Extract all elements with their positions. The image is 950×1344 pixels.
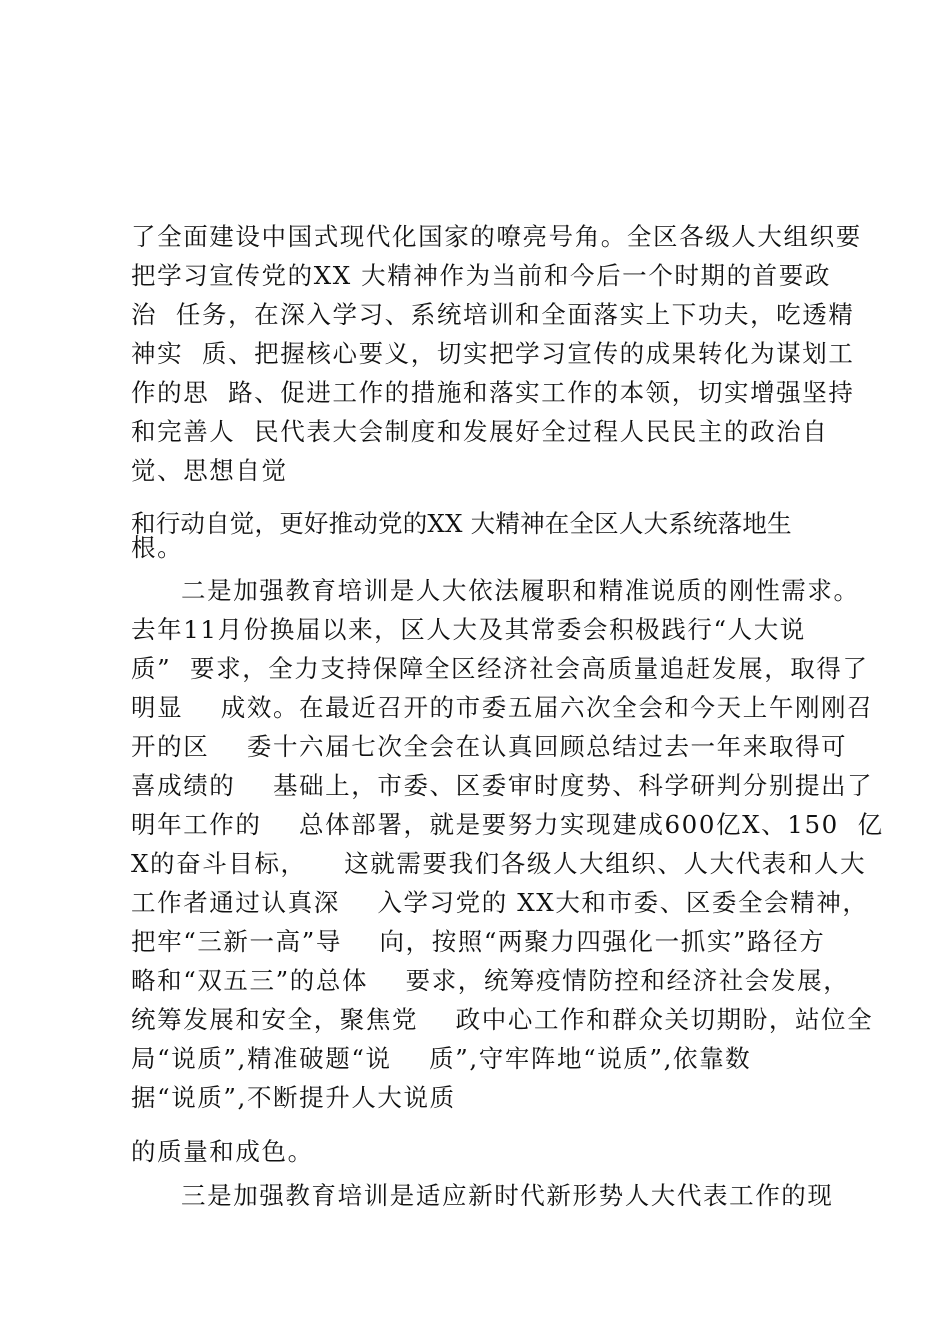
text-line: 神实 质、把握核心要义，切实把学习宣传的成果转化为谋划工 [131,339,855,368]
text-line: 明年工作的 总体部署，就是要努力实现建成600亿X、150 亿 [131,810,884,839]
text-line: 开的区 委十六届七次全会在认真回顾总结过去一年来取得可 [131,732,848,761]
text-line: 略和“双五三”的总体 要求，统筹疫情防控和经济社会发展， [131,966,850,995]
text-line: 和完善人 民代表大会制度和发展好全过程人民民主的政治自 [131,417,829,446]
text-line: 三是加强教育培训是适应新时代新形势人大代表工作的现 [181,1181,834,1210]
text-line: 工作者通过认真深 入学习党的 XX大和市委、区委全会精神， [131,888,869,917]
text-line: 质” 要求，全力支持保障全区经济社会高质量追赶发展，取得了 [131,654,869,683]
text-line: 把牢“三新一高”导 向，按照“两聚力四强化一抓实”路径方 [131,927,826,956]
text-line: 局“说质”,精准破题“说 质”,守牢阵地“说质”,依靠数 [131,1044,752,1073]
text-line: 的质量和成色。 [131,1137,314,1166]
text-line: 统筹发展和安全，聚焦党 政中心工作和群众关切期盼，站位全 [131,1005,874,1034]
text-line: X的奋斗目标， 这就需要我们各级人大组织、人大代表和人大 [131,849,867,878]
text-line: 作的思 路、促进工作的措施和落实工作的本领，切实增强坚持 [131,378,855,407]
text-line: 把学习宣传党的XX 大精神作为当前和今后一个时期的首要政 [131,261,831,290]
text-line: 根。 [131,533,184,562]
text-line: 据“说质”,不断提升人大说质 [131,1083,456,1112]
text-line: 明显 成效。在最近召开的市委五届六次全会和今天上午刚刚召 [131,693,874,722]
text-line: 了全面建设中国式现代化国家的嘹亮号角。全区各级人大组织要 [131,222,862,251]
text-line: 二是加强教育培训是人大依法履职和精准说质的刚性需求。 [181,576,860,605]
text-line: 和行动自觉，更好推动党的XX 大精神在全区人大系统落地生 [131,509,792,538]
text-line: 治 任务，在深入学习、系统培训和全面落实上下功夫，吃透精 [131,300,855,329]
text-line: 去年11月份换届以来，区人大及其常委会积极践行“人大说 [131,615,806,644]
text-line: 觉、思想自觉 [131,456,288,485]
text-line: 喜成绩的 基础上，市委、区委审时度势、科学研判分别提出了 [131,771,874,800]
